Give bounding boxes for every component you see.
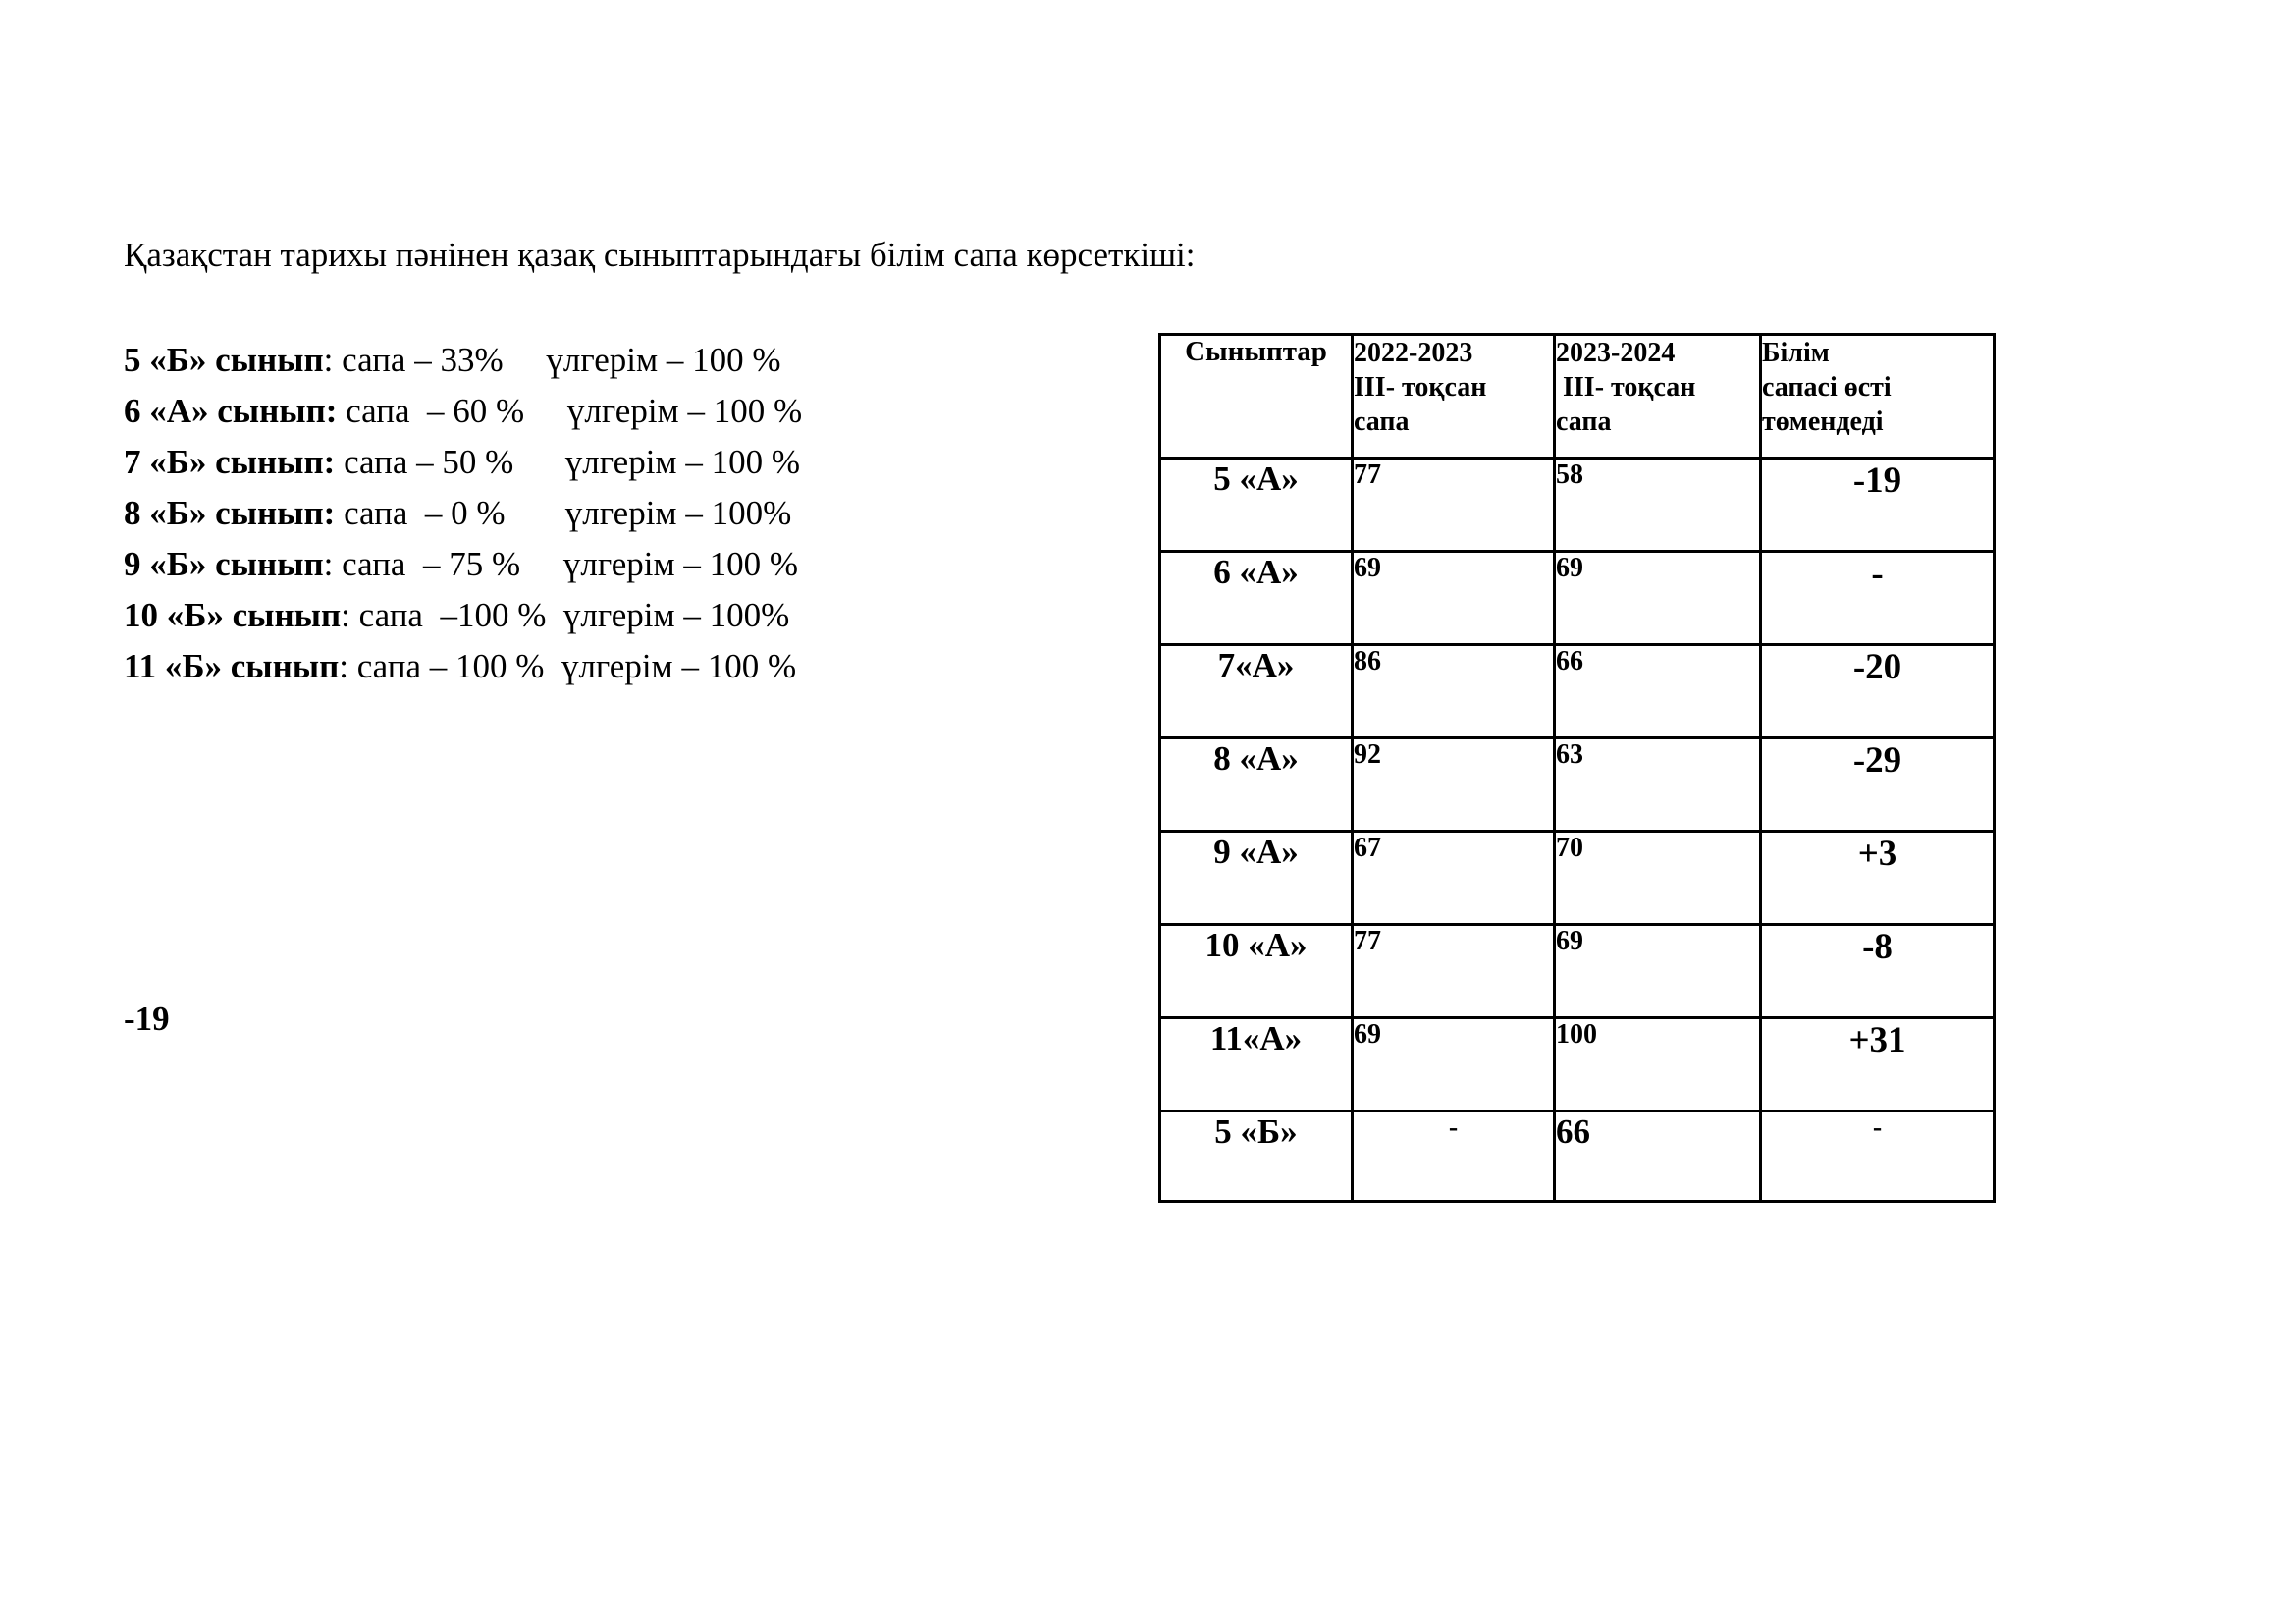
table-row <box>1160 832 1995 925</box>
spacer <box>506 494 565 532</box>
spacer <box>544 647 561 685</box>
progress-text: үлгерім – 100% <box>562 596 790 634</box>
header-2023-2024 <box>1555 335 1761 459</box>
header-line: Білім <box>1762 338 1830 368</box>
cell-quality-2023: 63 <box>1555 738 1761 832</box>
cell-quality-2022: 69 <box>1353 552 1555 645</box>
cell-change: +31 <box>1761 1018 1995 1111</box>
cell-quality-2022: 77 <box>1353 459 1555 552</box>
cell-quality-2022: 92 <box>1353 738 1555 832</box>
header-line: сапа <box>1354 406 1410 437</box>
separator: : <box>323 341 343 379</box>
cell-class: 10 «А» <box>1160 925 1353 1018</box>
progress-text: үлгерім – 100 % <box>564 443 800 481</box>
cell-quality-2023: 70 <box>1555 832 1761 925</box>
cell-quality-2022: 86 <box>1353 645 1555 738</box>
class-name: 10 «Б» сынып <box>124 596 342 634</box>
table-row <box>1160 552 1995 645</box>
cell-change: -8 <box>1761 925 1995 1018</box>
cell-change: -19 <box>1761 459 1995 552</box>
class-result-line <box>124 590 802 641</box>
class-name: 7 «Б» сынып: <box>124 443 336 481</box>
class-result-line <box>124 437 802 488</box>
separator: : <box>341 596 359 634</box>
quality-text: сапа – 50 % <box>344 443 514 481</box>
header-line: сапа <box>1556 406 1612 437</box>
header-classes: Сыныптар <box>1160 335 1353 459</box>
cell-class: 5 «А» <box>1160 459 1353 552</box>
cell-class: 7«А» <box>1160 645 1353 738</box>
header-line: III- тоқсан <box>1354 372 1487 403</box>
spacer <box>513 443 565 481</box>
spacer <box>504 341 547 379</box>
quality-table <box>1158 333 1996 1203</box>
quality-text: сапа – 0 % <box>344 494 506 532</box>
cell-quality-2023: 100 <box>1555 1018 1761 1111</box>
cell-change: -20 <box>1761 645 1995 738</box>
cell-quality-2023: 66 <box>1555 1111 1761 1202</box>
cell-change: - <box>1761 1111 1995 1202</box>
spacer <box>546 596 563 634</box>
header-2022-2023 <box>1353 335 1555 459</box>
class-name: 9 «Б» сынып <box>124 545 324 583</box>
separator <box>335 443 344 481</box>
class-name: 6 «А» сынып: <box>124 392 338 430</box>
header-line: 2023-2024 <box>1556 338 1676 368</box>
document-title: Қазақстан тарихы пәнінен қазақ сыныптарындағы білім сапа көрсеткіші: <box>124 236 1196 274</box>
table-row <box>1160 1111 1995 1202</box>
header-line: төмендеді <box>1762 406 1884 437</box>
progress-text: үлгерім – 100 % <box>561 647 797 685</box>
separator: : <box>339 647 357 685</box>
cell-quality-2023: 66 <box>1555 645 1761 738</box>
progress-text: үлгерім – 100 % <box>566 392 803 430</box>
cell-quality-2023: 69 <box>1555 925 1761 1018</box>
spacer <box>524 392 567 430</box>
cell-quality-2022: 67 <box>1353 832 1555 925</box>
table-row <box>1160 1018 1995 1111</box>
cell-quality-2023: 58 <box>1555 459 1761 552</box>
progress-text: үлгерім – 100 % <box>562 545 799 583</box>
cell-class: 8 «А» <box>1160 738 1353 832</box>
class-result-line <box>124 386 802 437</box>
quality-text: сапа – 75 % <box>342 545 521 583</box>
class-name: 8 «Б» сынып: <box>124 494 336 532</box>
table-row <box>1160 738 1995 832</box>
cell-class: 6 «А» <box>1160 552 1353 645</box>
quality-text: сапа –100 % <box>358 596 547 634</box>
quality-text: сапа – 33% <box>342 341 504 379</box>
cell-change: +3 <box>1761 832 1995 925</box>
cell-quality-2022: 69 <box>1353 1018 1555 1111</box>
cell-class: 5 «Б» <box>1160 1111 1353 1202</box>
table-row <box>1160 925 1995 1018</box>
cell-class: 9 «А» <box>1160 832 1353 925</box>
table-row <box>1160 459 1995 552</box>
separator <box>337 392 346 430</box>
progress-text: үлгерім – 100 % <box>546 341 781 379</box>
cell-change: - <box>1761 552 1995 645</box>
stray-value: -19 <box>124 1000 170 1038</box>
class-results-list <box>124 335 802 692</box>
class-result-line <box>124 539 802 590</box>
cell-quality-2022: 77 <box>1353 925 1555 1018</box>
quality-text: сапа – 60 % <box>346 392 525 430</box>
quality-text: сапа – 100 % <box>356 647 545 685</box>
separator <box>335 494 344 532</box>
cell-quality-2022: - <box>1353 1111 1555 1202</box>
class-name: 11 «Б» сынып <box>124 647 340 685</box>
class-result-line <box>124 335 802 386</box>
header-change <box>1761 335 1995 459</box>
table-header-row <box>1160 335 1995 459</box>
progress-text: үлгерім – 100% <box>564 494 792 532</box>
cell-change: -29 <box>1761 738 1995 832</box>
cell-class: 11«А» <box>1160 1018 1353 1111</box>
class-result-line <box>124 641 802 692</box>
header-line: III- тоқсан <box>1556 372 1696 403</box>
cell-quality-2023: 69 <box>1555 552 1761 645</box>
separator: : <box>323 545 343 583</box>
header-line: сапасі өсті <box>1762 372 1892 403</box>
spacer <box>520 545 563 583</box>
class-result-line <box>124 488 802 539</box>
table-row <box>1160 645 1995 738</box>
header-line: 2022-2023 <box>1354 338 1473 368</box>
class-name: 5 «Б» сынып <box>124 341 324 379</box>
